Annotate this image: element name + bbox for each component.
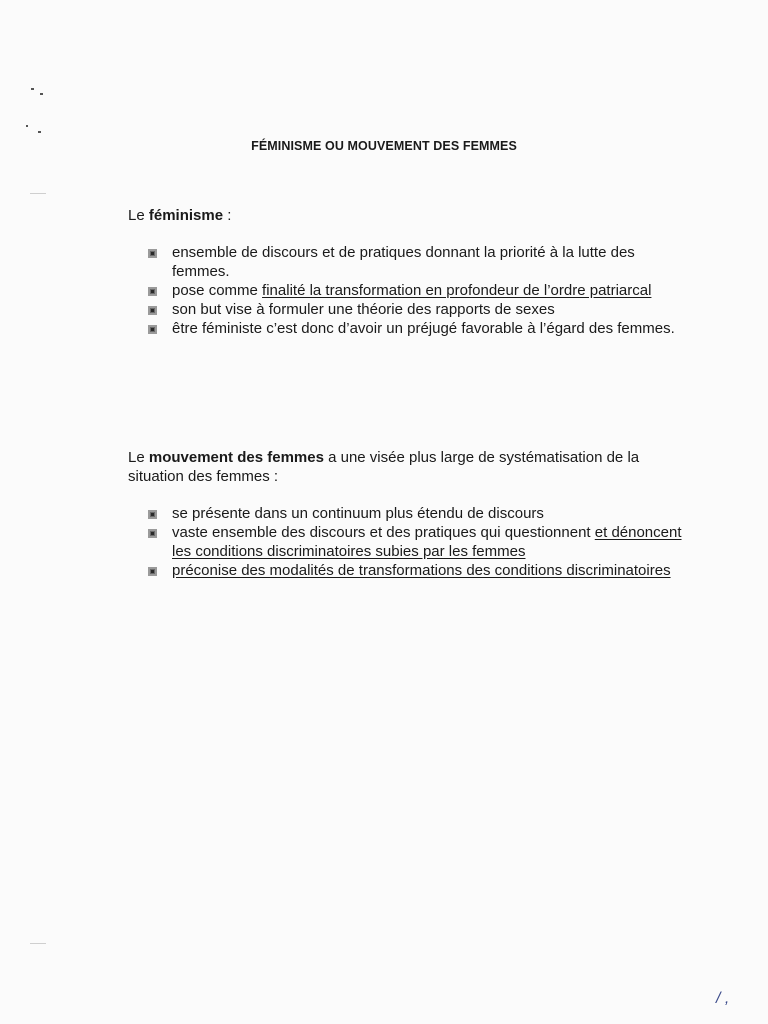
item-text: se présente dans un continuum plus étendu de discours	[172, 505, 544, 522]
section-feminisme-heading	[128, 206, 688, 225]
scan-speck	[38, 131, 41, 133]
item-text: vaste ensemble des discours et des pratiques qui questionnent	[172, 524, 595, 541]
heading-term: féminisme	[148, 207, 224, 224]
item-text: être féministe c’est donc d’avoir un préjugé favorable à l’égard des femmes.	[172, 320, 675, 337]
section-mouvement-heading	[128, 448, 688, 486]
scan-speck	[40, 93, 43, 95]
item-text: ensemble de discours et de pratiques donnant la priorité à la lutte des femmes.	[172, 244, 635, 280]
item-text: pose comme	[172, 282, 263, 299]
mouvement-list	[128, 504, 688, 580]
feminisme-list	[128, 243, 688, 338]
square-bullet-icon	[148, 287, 157, 296]
heading-suffix: :	[223, 207, 232, 224]
item-underlined-text: et dénoncent les conditions discriminatoires subies par les femmes	[172, 524, 682, 560]
square-bullet-icon	[148, 567, 157, 576]
list-item	[128, 504, 688, 523]
punch-hole-shadow	[30, 943, 46, 944]
square-bullet-icon	[148, 510, 157, 519]
item-underlined-text: finalité la transformation en profondeur de l’ordre patriarcal	[262, 282, 652, 299]
heading-term: mouvement des femmes	[148, 449, 324, 466]
square-bullet-icon	[148, 306, 157, 315]
square-bullet-icon	[148, 529, 157, 538]
document-title: FÉMINISME OU MOUVEMENT DES FEMMES	[251, 139, 517, 153]
square-bullet-icon	[148, 249, 157, 258]
list-item	[128, 319, 688, 338]
item-text: son but vise à formuler une théorie des rapports de sexes	[172, 301, 555, 318]
punch-hole-shadow	[30, 193, 46, 194]
heading-prefix: Le	[128, 449, 149, 466]
list-item	[128, 523, 688, 561]
list-item	[128, 561, 688, 580]
page-number: / ,	[716, 990, 730, 1007]
scan-speck	[26, 125, 28, 127]
list-item	[128, 281, 688, 300]
item-underlined-text: préconise des modalités de transformations des conditions discriminatoires	[172, 562, 671, 579]
square-bullet-icon	[148, 325, 157, 334]
list-item	[128, 243, 688, 281]
list-item	[128, 300, 688, 319]
scan-speck	[31, 88, 34, 90]
heading-prefix: Le	[128, 207, 149, 224]
heading-suffix: a une visée plus large de systématisation de la situation des femmes :	[128, 449, 640, 485]
